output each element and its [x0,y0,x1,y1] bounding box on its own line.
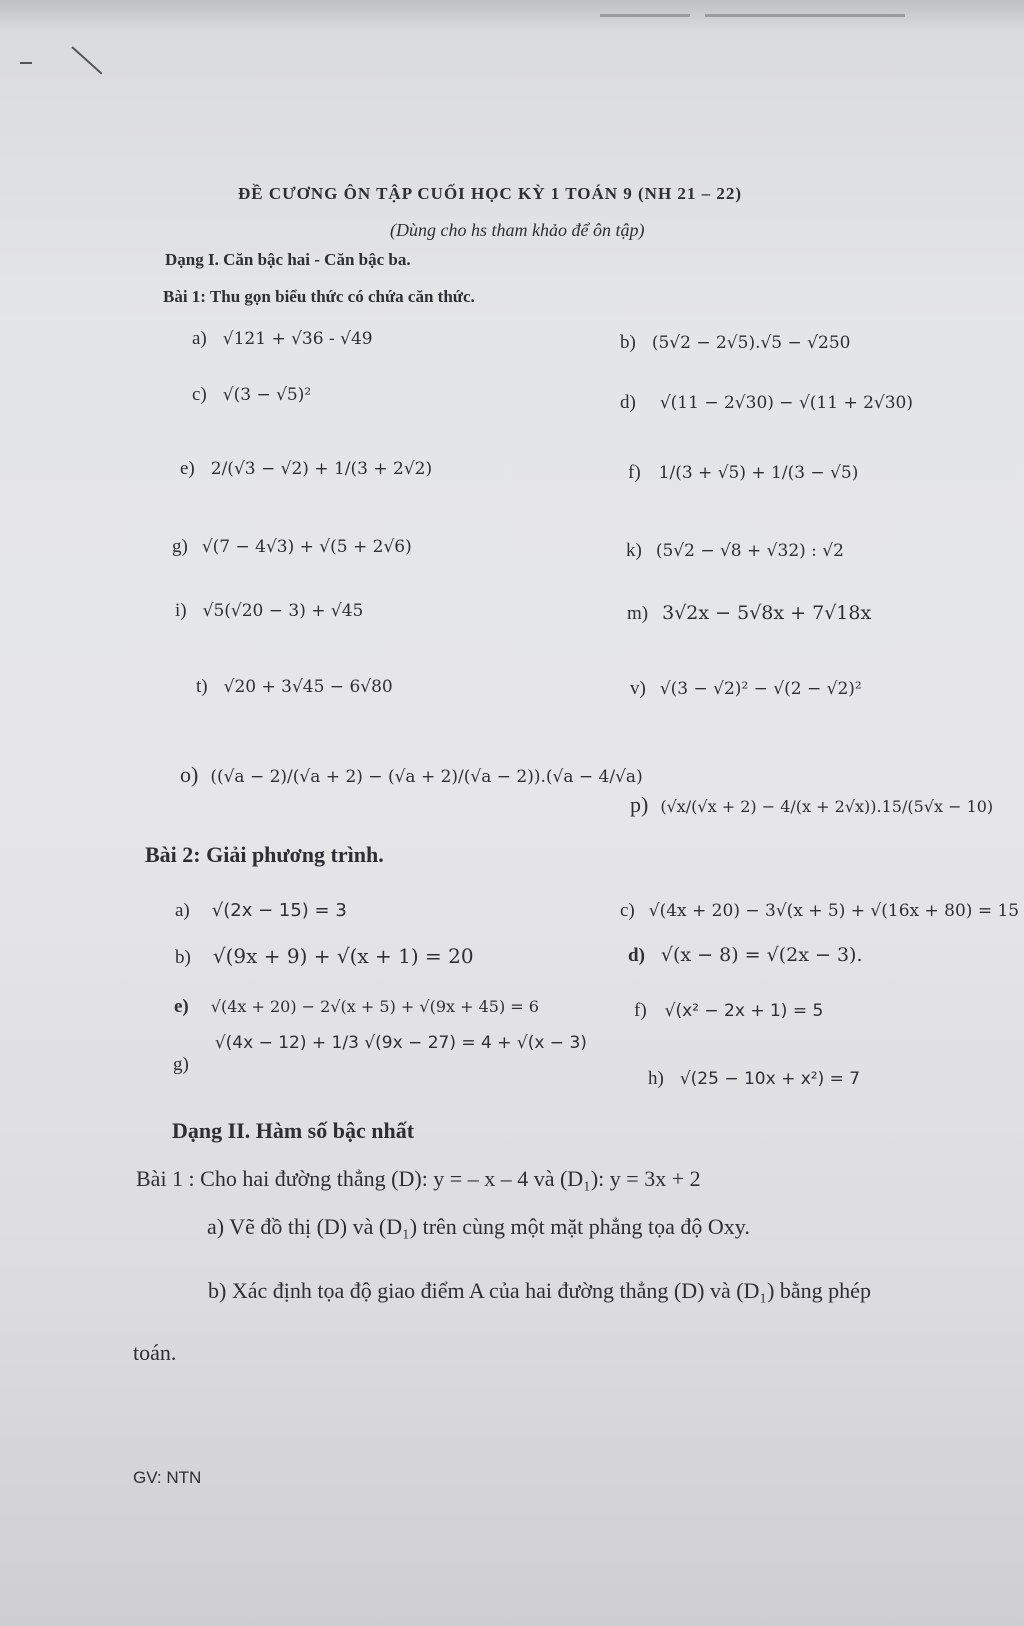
exercise-item [175,600,363,622]
exercise-statement: Bài 1 : Cho hai đường thẳng (D): y = – x – 4 và (D₁): y = 3x + 2 [136,1166,701,1191]
math-expression: √121 + √36 - √49 [222,329,373,349]
math-expression: (5√2 − 2√5).√5 − √250 [651,333,851,353]
item-label: a) [175,900,190,921]
exercise-item [627,602,871,625]
math-expression: √(x − 8) = √(2x − 3). [660,944,863,966]
math-expression: √5(√20 − 3) + √45 [202,601,364,621]
math-expression: √(7 − 4√3) + √(5 + 2√6) [201,537,412,557]
exercise-item [175,944,474,969]
item-label: h) [648,1068,664,1089]
item-label: c) [192,384,207,405]
exercise-item [630,678,862,700]
item-label: c) [620,900,635,921]
math-expression: √(x² − 2x + 1) = 5 [664,1001,824,1021]
math-expression: √(4x + 20) − 2√(x + 5) + √(9x + 45) = 6 [210,997,539,1016]
math-expression: √(11 − 2√30) − √(11 + 2√30) [659,393,914,413]
exercise-item [648,1068,860,1090]
exercise-heading-bai2: Bài 2: Giải phương trình. [145,842,384,867]
item-label: g) [173,1054,189,1075]
item-label: m) [627,603,649,624]
exercise-item [180,458,432,480]
document-title: ĐỀ CƯƠNG ÔN TẬP CUỐI HỌC KỲ 1 TOÁN 9 (NH 21 – 22) [238,184,743,203]
section-heading-dang1: Dạng I. Căn bậc hai - Căn bậc ba. [165,250,411,269]
exercise-item [628,462,858,484]
exercise-item [173,1033,587,1076]
exercise-part-b: b) Xác định tọa độ giao điểm A của hai đường thẳng (D) và (D₁) bằng phép [208,1278,871,1303]
item-label: e) [174,996,189,1017]
math-expression: (√x/(√x + 2) − 4/(x + 2√x)).15/(5√x − 10) [660,797,994,816]
item-label: o) [180,762,199,787]
math-expression: ((√a − 2)/(√a + 2) − (√a + 2)/(√a − 2)).(√a − 4/√a) [210,767,643,787]
item-label: d) [620,392,636,413]
exercise-item [630,792,993,818]
exercise-heading-bai1: Bài 1: Thu gọn biểu thức có chứa căn thức. [163,287,475,306]
document-subtitle: (Dùng cho hs tham khảo để ôn tập) [390,220,645,240]
section-heading-dang2: Dạng II. Hàm số bậc nhất [172,1118,415,1143]
exercise-item [172,536,412,558]
exercise-item [180,762,643,788]
exercise-item [620,900,1019,922]
item-label: g) [172,536,188,557]
math-expression: 1/(3 + √5) + 1/(3 − √5) [658,463,859,483]
math-expression: √20 + 3√45 − 6√80 [223,677,393,697]
item-label: i) [175,600,187,621]
exercise-item [192,384,311,406]
math-expression: (5√2 − √8 + √32) : √2 [655,541,844,561]
item-label: f) [628,462,641,483]
item-label: b) [620,332,636,353]
item-label: b) [175,947,191,968]
math-expression: 3√2x − 5√8x + 7√18x [662,602,872,624]
math-expression: √(25 − 10x + x²) = 7 [679,1069,861,1089]
math-expression: √(9x + 9) + √(x + 1) = 20 [212,944,474,968]
exercise-item [626,540,844,562]
item-label: d) [628,945,645,966]
item-label: t) [196,676,208,697]
exercise-item [192,328,373,350]
exercise-part-b-continued: toán. [133,1340,177,1365]
exercise-part-a: a) Vẽ đồ thị (D) và (D₁) trên cùng một mặt phẳng tọa độ Oxy. [207,1214,750,1239]
item-label: k) [626,540,642,561]
exercise-item [620,392,913,414]
exercise-item [196,676,393,698]
exercise-item [174,996,539,1018]
math-expression: 2/(√3 − √2) + 1/(3 + 2√2) [210,459,433,479]
item-label: e) [180,458,195,479]
item-label: f) [634,1000,647,1021]
item-label: a) [192,328,207,349]
math-expression: √(2x − 15) = 3 [211,900,347,921]
exercise-item [175,900,347,922]
math-expression: √(4x − 12) + 1/3 √(9x − 27) = 4 + √(x − 3) [214,1033,587,1053]
exercise-item [628,944,863,967]
math-expression: √(3 − √5)² [222,385,312,405]
teacher-signature: GV: NTN [133,1468,202,1487]
math-expression: √(3 − √2)² − √(2 − √2)² [659,679,862,699]
exercise-item [634,1000,823,1022]
exercise-item [620,332,850,354]
math-expression: √(4x + 20) − 3√(x + 5) + √(16x + 80) = 15 [648,901,1020,921]
item-label: p) [630,792,649,817]
item-label: v) [630,678,646,699]
